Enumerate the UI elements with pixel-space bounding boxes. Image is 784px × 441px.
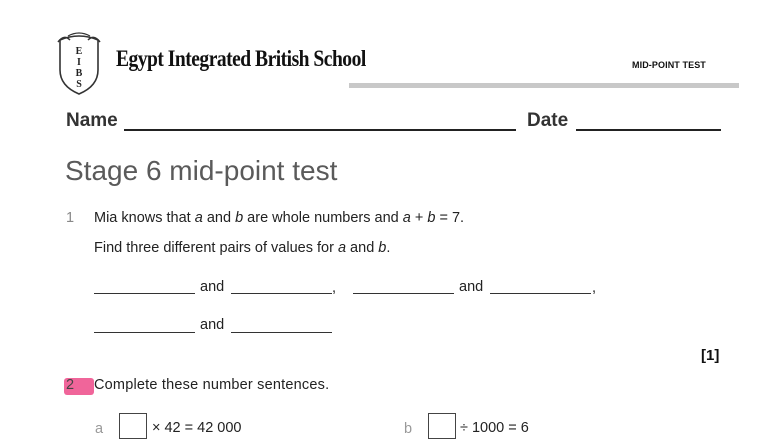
name-label: Name [66, 110, 118, 131]
test-label: MID-POINT TEST [632, 60, 706, 70]
question-1-marks: [1] [701, 347, 720, 364]
crest-letter: I [77, 57, 81, 68]
header-divider [349, 83, 739, 88]
answer-blank[interactable] [94, 293, 195, 294]
answer-box-a[interactable] [119, 413, 147, 439]
crest-letter: B [75, 68, 83, 79]
answer-blank[interactable] [231, 293, 332, 294]
comma: , [332, 280, 337, 296]
crest-letter: S [76, 79, 82, 90]
question-2-text: Complete these number sentences. [94, 377, 330, 393]
school-name: Egypt Integrated British School [116, 46, 366, 71]
answer-blank[interactable] [94, 332, 195, 333]
and-connector: and [200, 279, 225, 295]
part-a-label: a [95, 421, 104, 437]
answer-box-b[interactable] [428, 413, 456, 439]
question-1-text: Mia knows that a and b are whole numbers and a + b = 7. [94, 210, 465, 226]
question-2-number: 2 [66, 377, 75, 393]
school-crest-icon [54, 30, 104, 96]
comma: , [592, 280, 597, 296]
question-1-number: 1 [66, 210, 75, 226]
crest-letter: E [75, 46, 83, 57]
date-field[interactable] [576, 129, 721, 131]
answer-blank[interactable] [353, 293, 454, 294]
answer-blank[interactable] [490, 293, 591, 294]
part-b-expression: ÷ 1000 = 6 [460, 420, 529, 436]
and-connector: and [200, 317, 225, 333]
page-title: Stage 6 mid-point test [65, 155, 338, 186]
and-connector: and [459, 279, 484, 295]
part-b-label: b [404, 421, 413, 437]
answer-blank[interactable] [231, 332, 332, 333]
date-label: Date [527, 110, 569, 131]
name-field[interactable] [124, 129, 516, 131]
question-1-instruction: Find three different pairs of values for a and b. [94, 240, 391, 256]
part-a-expression: × 42 = 42 000 [152, 420, 242, 436]
